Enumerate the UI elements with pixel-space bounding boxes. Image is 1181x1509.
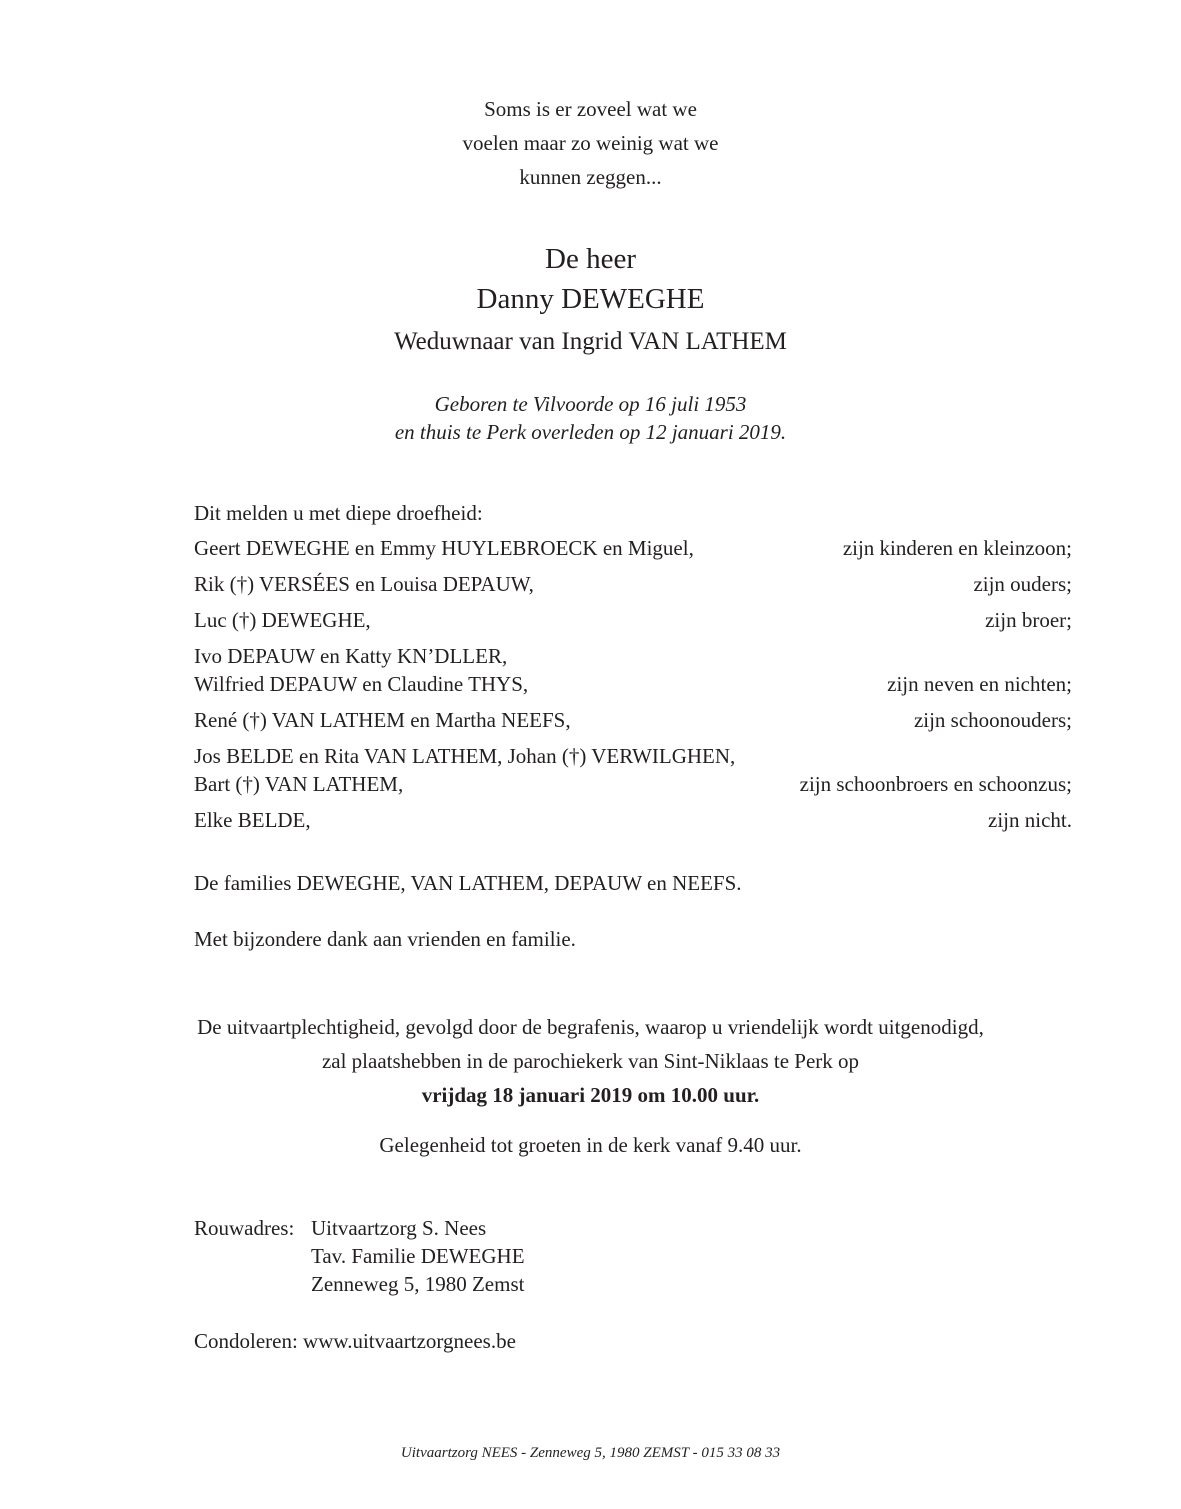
condolences-link: Condoleren: www.uitvaartzorgnees.be [194,1329,516,1353]
address-line: Zenneweg 5, 1980 Zemst [311,1272,525,1296]
family-relation: zijn schoonouders; [913,708,1072,732]
address-line: Uitvaartzorg S. Nees [311,1216,487,1240]
deceased-name: Danny DEWEGHE [476,283,705,315]
family-names: Elke BELDE, [194,808,311,832]
address-line: Tav. Familie DEWEGHE [311,1244,525,1268]
family-relation: zijn kinderen en kleinzoon; [842,536,1072,560]
service-line: De uitvaartplechtigheid, gevolgd door de begrafenis, waarop u vriendelijk wordt uitgenodigd, [197,1015,984,1039]
family-relation: zijn neven en nichten; [887,672,1072,696]
service-info [0,1010,1181,1112]
family-relation: zijn ouders; [973,572,1072,596]
family-names: René (†) VAN LATHEM en Martha NEEFS, [194,708,571,732]
service-line: zal plaatshebben in de parochiekerk van Sint-Niklaas te Perk op [321,1049,860,1073]
family-names: Ivo DEPAUW en Katty KN’DLLER, [194,644,508,668]
family-row [194,742,1072,798]
death-line: en thuis te Perk overleden op 12 januari 2019. [394,420,787,444]
poem-line: Soms is er zoveel wat we [484,97,697,121]
family-row [194,806,1072,834]
footer: Uitvaartzorg NEES - Zenneweg 5, 1980 ZEMST - 015 33 08 33 [400,1445,781,1461]
service-date: vrijdag 18 januari 2019 om 10.00 uur. [421,1083,760,1107]
family-relation: zijn broer; [985,608,1072,632]
family-names: Geert DEWEGHE en Emmy HUYLEBROECK en Miguel, [194,536,694,560]
birth-death-info [0,390,1181,446]
birth-line: Geboren te Vilvoorde op 16 juli 1953 [434,392,747,416]
family-names: Jos BELDE en Rita VAN LATHEM, Johan (†) VERWILGHEN, [194,744,736,768]
family-row [194,606,1072,634]
family-row [194,534,1072,562]
widower-of: Weduwnaar van Ingrid VAN LATHEM [394,328,787,355]
family-relation: zijn schoonbroers en schoonzus; [799,772,1072,796]
family-row [194,570,1072,598]
poem-line: voelen maar zo weinig wat we [462,131,719,155]
family-relation: zijn nicht. [988,808,1072,832]
family-names: Bart (†) VAN LATHEM, [194,772,404,796]
greeting-info: Gelegenheid tot groeten in de kerk vanaf 9.40 uur. [379,1133,802,1157]
families-line: De families DEWEGHE, VAN LATHEM, DEPAUW en NEEFS. [194,871,742,895]
family-row [194,706,1072,734]
poem [0,92,1181,194]
family-names: Luc (†) DEWEGHE, [194,608,371,632]
family-names: Rik (†) VERSÉES en Louisa DEPAUW, [194,572,534,596]
address-label: Rouwadres: [194,1216,295,1240]
thanks-line: Met bijzondere dank aan vrienden en familie. [194,927,576,951]
intro-text: Dit melden u met diepe droefheid: [194,501,483,525]
family-list [194,534,1072,842]
family-names: Wilfried DEPAUW en Claudine THYS, [194,672,529,696]
poem-line: kunnen zeggen... [519,165,662,189]
honorific: De heer [545,243,636,275]
mourning-address [194,1214,525,1298]
family-row [194,642,1072,698]
